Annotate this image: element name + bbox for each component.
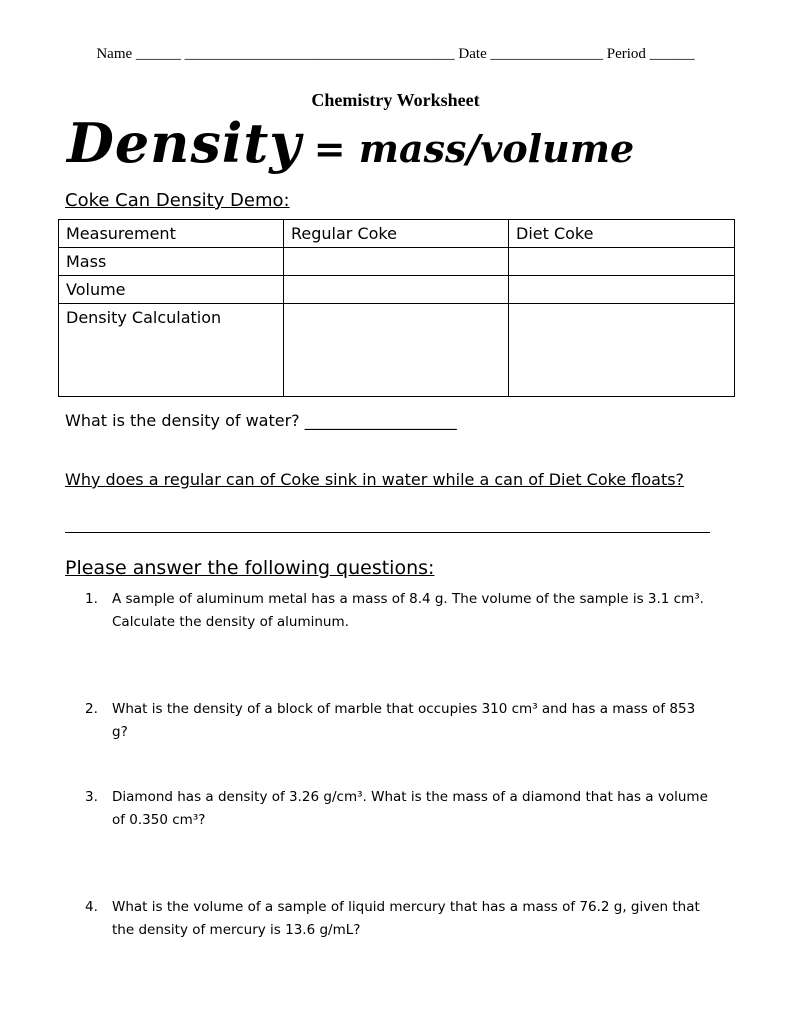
density-demo-table xyxy=(58,219,735,397)
title-density: Density xyxy=(67,111,302,175)
worksheet-label: Chemistry Worksheet xyxy=(311,90,480,110)
question-text: A sample of aluminum metal has a mass of 8.4 g. The volume of the sample is 3.1 cm³. Calculate the density of aluminum. xyxy=(112,591,704,630)
student-info-line: Name ______ ____________________________________ Date _______________ Period ______ xyxy=(96,46,695,62)
title-formula: = mass/volume xyxy=(313,126,635,171)
demo-heading: Coke Can Density Demo: xyxy=(65,190,290,211)
diet-coke-volume-cell[interactable] xyxy=(509,276,735,304)
regular-coke-volume-cell[interactable] xyxy=(284,276,509,304)
page-title xyxy=(67,111,635,175)
header-diet-coke: Diet Coke xyxy=(509,220,735,248)
question-text: Diamond has a density of 3.26 g/cm³. What is the mass of a diamond that has a volume of 0.350 cm³? xyxy=(112,789,708,828)
question-number: 1. xyxy=(85,591,98,607)
question-item xyxy=(85,588,715,634)
question-text: What is the density of a block of marble that occupies 310 cm³ and has a mass of 853 g? xyxy=(112,701,696,740)
question-text: What is the volume of a sample of liquid mercury that has a mass of 76.2 g, given that the density of mercury is 13.6 g/mL? xyxy=(112,899,700,938)
coke-float-question: Why does a regular can of Coke sink in water while a can of Diet Coke floats? xyxy=(65,470,685,489)
questions-heading: Please answer the following questions: xyxy=(65,557,435,579)
regular-coke-mass-cell[interactable] xyxy=(284,248,509,276)
water-density-question: What is the density of water? ___________________ xyxy=(65,411,457,430)
question-item xyxy=(85,786,715,832)
table-row xyxy=(59,248,735,276)
question-number: 2. xyxy=(85,701,98,717)
regular-coke-density-cell[interactable] xyxy=(284,304,509,397)
table-row xyxy=(59,276,735,304)
question-number: 4. xyxy=(85,899,98,915)
diet-coke-density-cell[interactable] xyxy=(509,304,735,397)
table-header-row xyxy=(59,220,735,248)
row-label-mass: Mass xyxy=(59,248,284,276)
table-row xyxy=(59,304,735,397)
question-item xyxy=(85,896,715,942)
answer-line[interactable] xyxy=(65,532,710,533)
question-item xyxy=(85,698,715,744)
question-number: 3. xyxy=(85,789,98,805)
header-regular-coke: Regular Coke xyxy=(284,220,509,248)
header-measurement: Measurement xyxy=(59,220,284,248)
row-label-density-calculation: Density Calculation xyxy=(59,304,284,397)
row-label-volume: Volume xyxy=(59,276,284,304)
diet-coke-mass-cell[interactable] xyxy=(509,248,735,276)
